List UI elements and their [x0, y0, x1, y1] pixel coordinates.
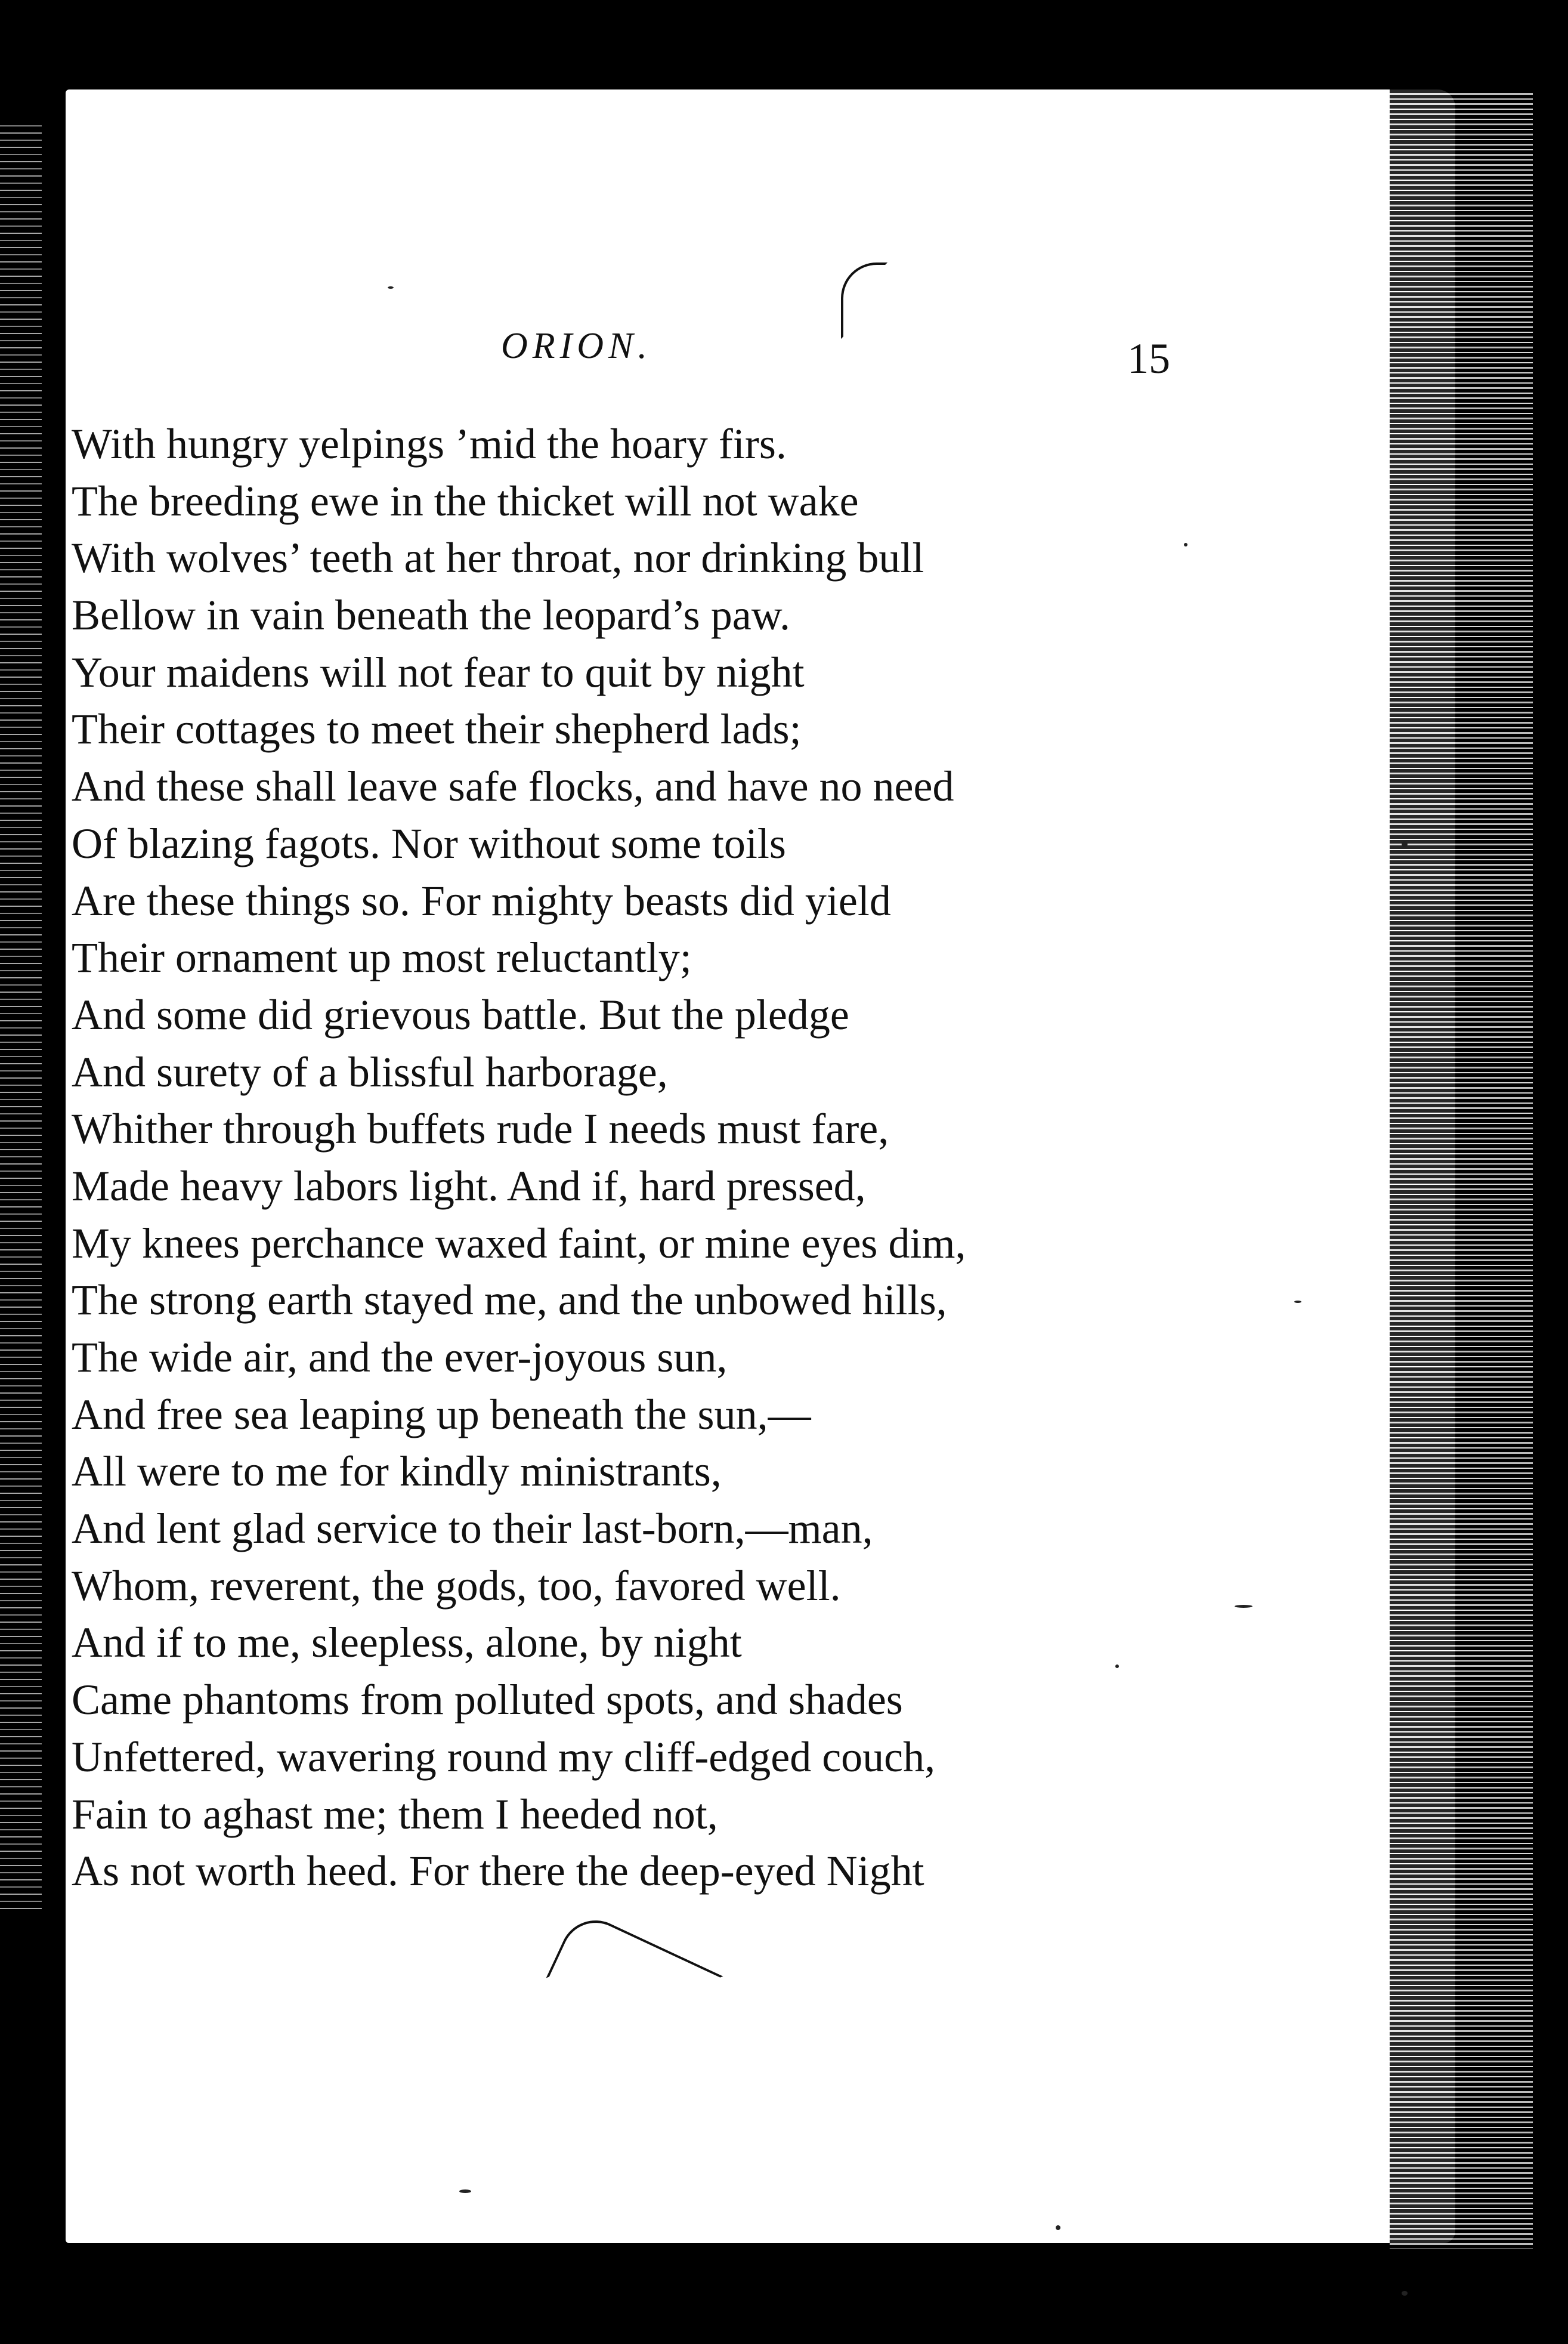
poem-line: Bellow in vain beneath the leopard’s paw. [72, 591, 790, 640]
scan-left-edge [0, 119, 42, 2088]
scan-right-edge [1390, 89, 1533, 2249]
poem-line: Whom, reverent, the gods, too, favored well. [72, 1561, 841, 1610]
poem-line: Came phantoms from polluted spots, and shades [72, 1676, 903, 1724]
poem-line: And these shall leave safe flocks, and have no need [72, 762, 954, 811]
poem-line: The wide air, and the ever-joyous sun, [72, 1333, 728, 1381]
poem-line: Are these things so. For mighty beasts did yield [72, 876, 891, 925]
poem-line: Your maidens will not fear to quit by night [72, 648, 805, 696]
poem-line: And if to me, sleepless, alone, by night [72, 1619, 742, 1667]
poem-line: Made heavy labors light. And if, hard pressed, [72, 1162, 866, 1210]
poem-line: And surety of a blissful harborage, [72, 1048, 668, 1096]
poem-line: The breeding ewe in the thicket will not wake [72, 477, 859, 525]
poem-line: My knees perchance waxed faint, or mine eyes dim, [72, 1219, 966, 1267]
poem-line: And some did grievous battle. But the pledge [72, 990, 849, 1039]
poem-line: Fain to aghast me; them I heeded not, [72, 1790, 718, 1838]
poem-line: Their cottages to meet their shepherd lads; [72, 705, 802, 753]
poem-line: All were to me for kindly ministrants, [72, 1447, 722, 1496]
poem-line: Whither through buffets rude I needs must fare, [72, 1105, 889, 1153]
poem-line: With hungry yelpings ’mid the hoary firs. [72, 420, 787, 468]
poem-text [72, 416, 1324, 1900]
poem-line: Unfettered, wavering round my cliff-edged couch, [72, 1732, 936, 1781]
poem-line: And lent glad service to their last-born,—man, [72, 1505, 873, 1553]
poem-line: With wolves’ teeth at her throat, nor drinking bull [72, 534, 924, 582]
page-number: 15 [1127, 335, 1170, 382]
poem-line: And free sea leaping up beneath the sun,— [72, 1390, 811, 1438]
poem-line: As not worth heed. For there the deep-eyed Night [72, 1847, 924, 1895]
poem-line: Of blazing fagots. Nor without some toils [72, 819, 786, 867]
poem-line: The strong earth stayed me, and the unbowed hills, [72, 1276, 947, 1324]
running-head: ORION. [501, 326, 652, 366]
poem-line: Their ornament up most reluctantly; [72, 934, 692, 982]
